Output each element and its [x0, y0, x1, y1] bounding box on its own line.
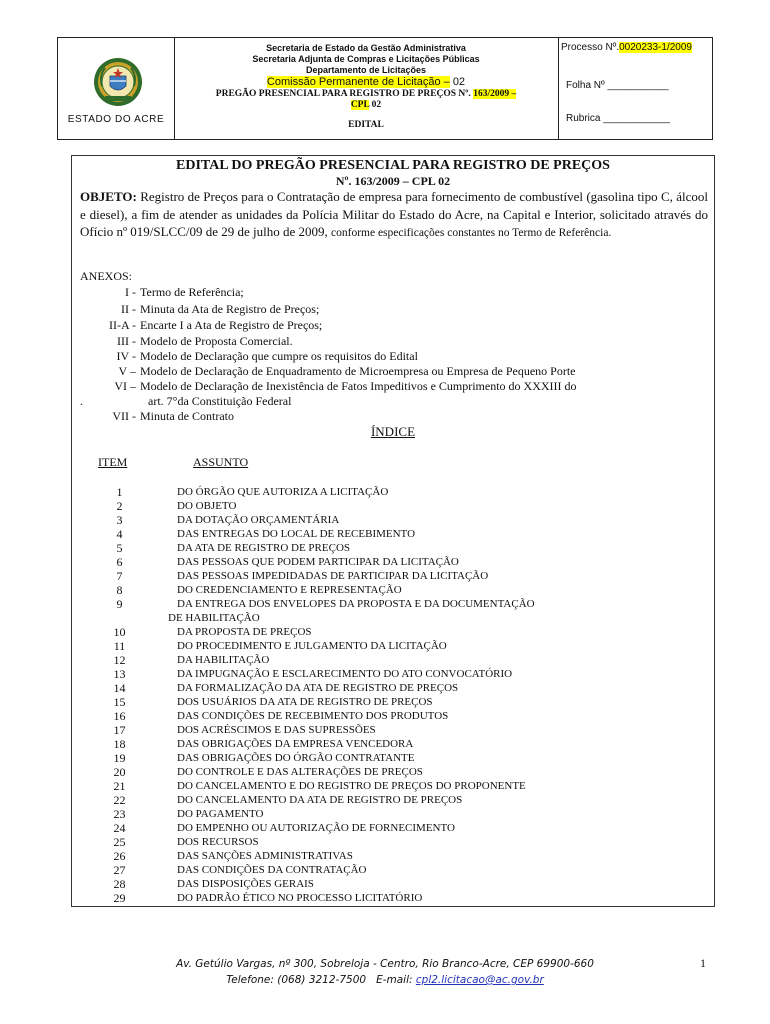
item-number: 3	[116, 513, 123, 527]
footer-phone: Telefone: (068) 3212-7500	[226, 974, 367, 986]
item-subject: DAS SANÇÕES ADMINISTRATIVAS	[177, 850, 353, 862]
item-subject: DO CONTROLE E DAS ALTERAÇÕES DE PREÇOS	[177, 766, 423, 778]
anexo-text: Modelo de Proposta Comercial.	[140, 334, 293, 348]
item-number: 10	[113, 625, 126, 639]
edital-body	[71, 155, 715, 907]
folha-field: Folha Nº ___________	[566, 80, 669, 91]
anexo-text: Minuta de Contrato	[140, 409, 234, 423]
rubrica-field: Rubrica ____________	[566, 113, 670, 124]
item-number: 20	[113, 765, 126, 779]
estado-label: ESTADO DO ACRE	[67, 114, 165, 125]
item-subject: DO ÓRGÃO QUE AUTORIZA A LICITAÇÃO	[177, 486, 389, 498]
item-subject: DA ATA DE REGISTRO DE PREÇOS	[177, 542, 351, 554]
pregao-line	[174, 89, 558, 100]
footer-email-link[interactable]: cpl2.licitacao@ac.gov.br	[415, 974, 544, 986]
item-number: 11	[113, 639, 126, 653]
anexo-number: II-A -	[109, 318, 136, 332]
objeto-text: Registro de Preços para o Contratação de empresa para fornecimento de combustível (gasolina tipo C, álcool e diesel), a fim de atender as unidades da Polícia Militar do Estado do Acre, na Capital e Interior, solicitado através do Ofício nº 019/SLCC/09 de 29 de julho de 2009,	[80, 189, 708, 239]
anexo-item	[80, 334, 710, 348]
item-number: 23	[113, 807, 126, 821]
item-number: 12	[113, 653, 126, 667]
cpl-line	[174, 100, 558, 111]
item-subject: DA ENTREGA DOS ENVELOPES DA PROPOSTA E DA DOCUMENTAÇÃO	[177, 598, 535, 610]
comissao-line	[174, 76, 558, 89]
item-number: 18	[113, 737, 126, 751]
cpl-text: CPL	[350, 100, 370, 110]
item-number: 27	[113, 863, 126, 877]
item-number: 9	[116, 597, 123, 611]
departamento-line: Departamento de Licitações	[305, 65, 427, 75]
assunto-column-header: ASSUNTO	[193, 455, 249, 469]
anexo-number: V –	[118, 364, 136, 378]
item-number: 17	[113, 723, 126, 737]
item-number: 2	[116, 499, 123, 513]
indice-heading: ÍNDICE	[370, 424, 416, 439]
item-number: 22	[113, 793, 126, 807]
item-subject-continuation: DE HABILITAÇÃO	[168, 612, 260, 624]
item-subject: DO EMPENHO OU AUTORIZAÇÃO DE FORNECIMENTO	[177, 822, 455, 834]
anexo-text: Modelo de Declaração de Enquadramento de Microempresa ou Empresa de Pequeno Porte	[140, 364, 576, 378]
item-number: 13	[113, 667, 126, 681]
anexo-item	[80, 379, 710, 393]
item-subject: DAS CONDIÇÕES DE RECEBIMENTO DOS PRODUTOS	[177, 710, 449, 722]
processo-number: 0020233-1/2009	[619, 42, 692, 53]
edital-title: EDITAL DO PREGÃO PRESENCIAL PARA REGISTRO DE PREÇOS	[176, 158, 610, 173]
item-number: 6	[116, 555, 123, 569]
item-number: 26	[113, 849, 126, 863]
header-logo-cell	[58, 38, 175, 139]
item-number: 15	[113, 695, 126, 709]
anexo-item	[80, 364, 710, 378]
item-subject: DA PROPOSTA DE PREÇOS	[177, 626, 312, 638]
header-right-cell	[558, 38, 712, 139]
cpl-number: 02	[371, 100, 382, 110]
item-number: 19	[113, 751, 126, 765]
anexo-dot: .	[80, 394, 83, 408]
item-subject: DOS RECURSOS	[177, 836, 259, 848]
item-subject: DAS CONDIÇÕES DA CONTRATAÇÃO	[177, 864, 367, 876]
item-subject: DO PADRÃO ÉTICO NO PROCESSO LICITATÓRIO	[177, 892, 423, 904]
comissao-text: Comissão Permanente de Licitação –	[266, 76, 450, 88]
anexo-number: IV -	[116, 349, 136, 363]
anexo-text: Encarte I a Ata de Registro de Preços;	[140, 318, 323, 332]
item-subject: DAS OBRIGAÇÕES DO ÓRGÃO CONTRATANTE	[177, 752, 415, 764]
processo-label: Processo Nº.	[561, 42, 620, 53]
document-header	[57, 37, 713, 140]
objeto-paragraph	[80, 188, 708, 243]
item-number: 1	[116, 485, 123, 499]
secretaria-line: Secretaria de Estado da Gestão Administrativa	[266, 43, 466, 53]
anexos-heading: ANEXOS:	[80, 269, 133, 283]
item-number: 29	[113, 891, 126, 905]
processo-line	[561, 42, 692, 53]
item-subject: DO CREDENCIAMENTO E REPRESENTAÇÃO	[177, 584, 402, 596]
item-subject: DO CANCELAMENTO DA ATA DE REGISTRO DE PREÇOS	[177, 794, 463, 806]
item-number: 25	[113, 835, 126, 849]
item-number: 24	[113, 821, 126, 835]
item-subject: DOS USUÁRIOS DA ATA DE REGISTRO DE PREÇOS	[177, 696, 433, 708]
anexo-number: I -	[125, 285, 136, 299]
anexo-item	[80, 409, 710, 423]
item-subject: DO PROCEDIMENTO E JULGAMENTO DA LICITAÇÃO	[177, 640, 447, 652]
item-number: 21	[113, 779, 126, 793]
anexo-number: III -	[117, 334, 136, 348]
page-number: 1	[700, 956, 706, 970]
anexo-text: Termo de Referência;	[140, 285, 244, 299]
edital-label: EDITAL	[348, 120, 384, 130]
item-number: 8	[116, 583, 123, 597]
item-subject: DAS PESSOAS IMPEDIDADAS DE PARTICIPAR DA LICITAÇÃO	[177, 570, 489, 582]
page-footer	[0, 956, 770, 988]
anexo-text: Modelo de Declaração de Inexistência de Fatos Impeditivos e Cumprimento do XXXIII do	[140, 379, 577, 393]
secretaria-adjunta-line: Secretaria Adjunta de Compras e Licitações Públicas	[252, 54, 480, 64]
objeto-label: OBJETO:	[80, 189, 137, 204]
anexo-item	[80, 349, 710, 363]
edital-number: Nº. 163/2009 – CPL 02	[335, 174, 451, 188]
item-number: 14	[113, 681, 126, 695]
item-number: 16	[113, 709, 126, 723]
anexo-continuation: art. 7°da Constituição Federal	[148, 394, 292, 408]
pregao-text: PREGÃO PRESENCIAL PARA REGISTRO DE PREÇOS Nº.	[215, 89, 471, 99]
item-subject: DA IMPUGNAÇÃO E ESCLARECIMENTO DO ATO CONVOCATÓRIO	[177, 668, 513, 680]
item-subject: DA DOTAÇÃO ORÇAMENTÁRIA	[177, 514, 340, 526]
item-subject: DO CANCELAMENTO E DO REGISTRO DE PREÇOS DO PROPONENTE	[177, 780, 526, 792]
coat-of-arms-icon	[93, 56, 143, 108]
item-number: 5	[116, 541, 123, 555]
footer-address: Av. Getúlio Vargas, nº 300, Sobreloja - Centro, Rio Branco-Acre, CEP 69900-660	[176, 958, 594, 970]
anexo-item	[80, 318, 710, 332]
footer-email-label: E-mail:	[376, 974, 413, 986]
footer-contact	[0, 972, 770, 988]
objeto-end: conforme especificações constantes no Termo de Referência.	[331, 227, 612, 239]
item-subject: DAS PESSOAS QUE PODEM PARTICIPAR DA LICITAÇÃO	[177, 556, 459, 568]
item-subject: DAS DISPOSIÇÕES GERAIS	[177, 878, 314, 890]
anexo-item	[80, 302, 710, 316]
item-number: 4	[116, 527, 123, 541]
item-subject: DA HABILITAÇÃO	[177, 654, 270, 666]
comissao-number: 02	[452, 76, 466, 88]
item-subject: DO OBJETO	[177, 500, 237, 512]
item-subject: DAS ENTREGAS DO LOCAL DE RECEBIMENTO	[177, 528, 416, 540]
header-center-cell	[174, 38, 559, 139]
anexo-number: VII -	[112, 409, 136, 423]
anexo-text: Modelo de Declaração que cumpre os requisitos do Edital	[140, 349, 418, 363]
pregao-number: 163/2009 –	[473, 89, 517, 99]
anexo-item	[80, 285, 710, 299]
anexo-number: VI –	[114, 379, 136, 393]
item-column-header: ITEM	[98, 455, 128, 469]
item-subject: DA FORMALIZAÇÃO DA ATA DE REGISTRO DE PREÇOS	[177, 682, 459, 694]
item-subject: DO PAGAMENTO	[177, 808, 264, 820]
item-number: 7	[116, 569, 123, 583]
item-subject: DOS ACRÉSCIMOS E DAS SUPRESSÕES	[177, 724, 376, 736]
item-number: 28	[113, 877, 126, 891]
anexo-text: Minuta da Ata de Registro de Preços;	[140, 302, 320, 316]
anexo-number: II -	[121, 302, 136, 316]
item-subject: DAS OBRIGAÇÕES DA EMPRESA VENCEDORA	[177, 738, 414, 750]
